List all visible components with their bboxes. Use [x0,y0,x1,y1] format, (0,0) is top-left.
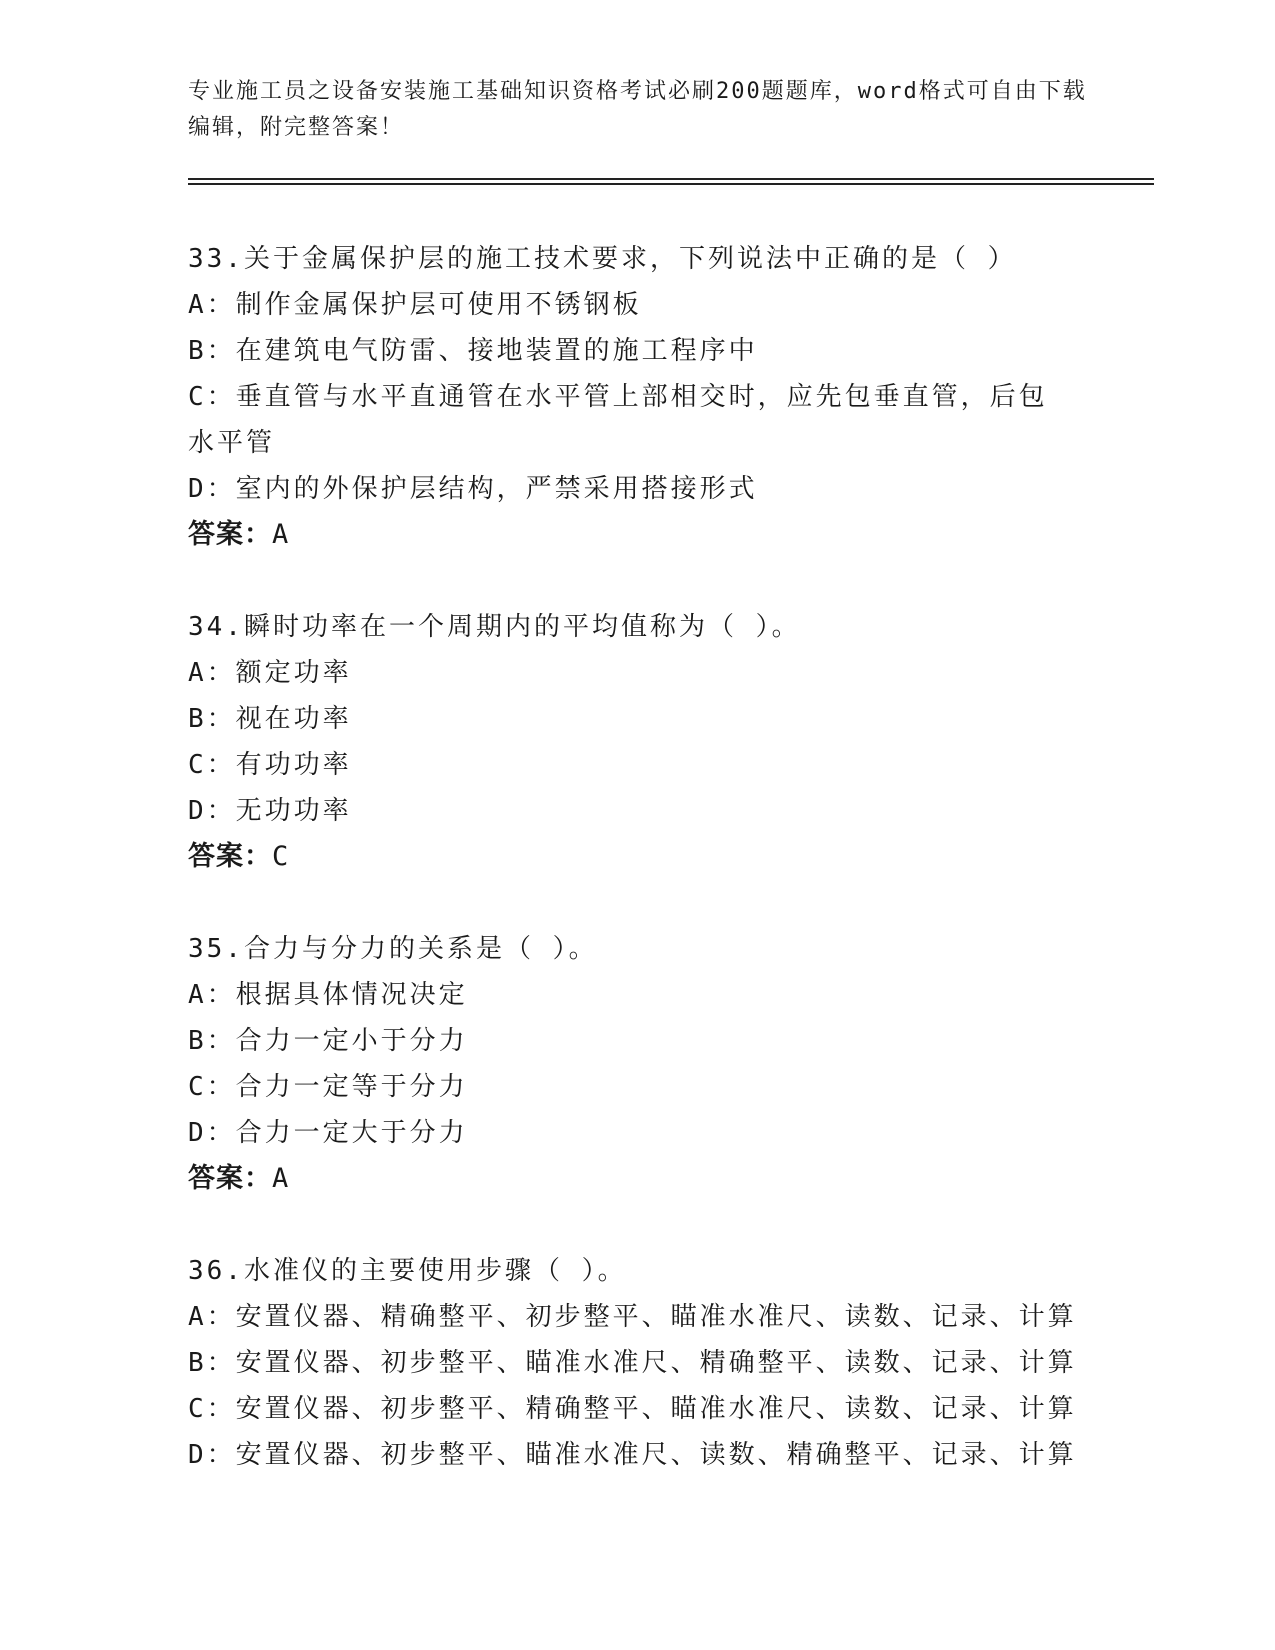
option-d: D：室内的外保护层结构，严禁采用搭接形式 [188,474,758,504]
question-36 [188,1248,1088,1478]
option-c: C：合力一定等于分力 [188,1072,468,1102]
option-a: A：根据具体情况决定 [188,980,468,1010]
answer-line [188,1156,1088,1202]
option-b: B：合力一定小于分力 [188,1026,468,1056]
question-33 [188,236,1088,558]
option-d: D：无功功率 [188,796,352,826]
question-34 [188,604,1088,880]
answer-line [188,512,1088,558]
answer-label: 答案： [188,519,272,550]
answer-line [188,834,1088,880]
header-divider-bottom [188,183,1154,185]
answer-label: 答案： [188,1163,272,1194]
document-header: 专业施工员之设备安装施工基础知识资格考试必刷200题题库，word格式可自由下载编辑，附完整答案！ [188,79,1087,140]
option-a: A：额定功率 [188,658,352,688]
option-c: C：垂直管与水平直通管在水平管上部相交时，应先包垂直管，后包水平管 [188,382,1048,458]
answer-value: A [272,519,290,550]
question-35 [188,926,1088,1202]
header-divider-top [188,178,1154,180]
question-stem: 35.合力与分力的关系是（ ）。 [188,934,598,964]
option-b: B：在建筑电气防雷、接地装置的施工程序中 [188,336,758,366]
option-d: D：合力一定大于分力 [188,1118,468,1148]
question-stem: 36.水准仪的主要使用步骤（ ）。 [188,1256,627,1286]
option-b: B：视在功率 [188,704,352,734]
option-a: A：安置仪器、精确整平、初步整平、瞄准水准尺、读数、记录、计算 [188,1302,1077,1332]
question-stem: 34.瞬时功率在一个周期内的平均值称为（ ）。 [188,612,801,642]
option-d: D：安置仪器、初步整平、瞄准水准尺、读数、精确整平、记录、计算 [188,1440,1077,1470]
answer-label: 答案： [188,841,272,872]
answer-value: C [272,841,290,872]
question-list [188,236,1088,1524]
option-a: A：制作金属保护层可使用不锈钢板 [188,290,642,320]
option-c: C：安置仪器、初步整平、精确整平、瞄准水准尺、读数、记录、计算 [188,1394,1077,1424]
question-stem: 33.关于金属保护层的施工技术要求，下列说法中正确的是（ ） [188,244,1017,274]
answer-value: A [272,1163,290,1194]
option-c: C：有功功率 [188,750,352,780]
option-b: B：安置仪器、初步整平、瞄准水准尺、精确整平、读数、记录、计算 [188,1348,1077,1378]
